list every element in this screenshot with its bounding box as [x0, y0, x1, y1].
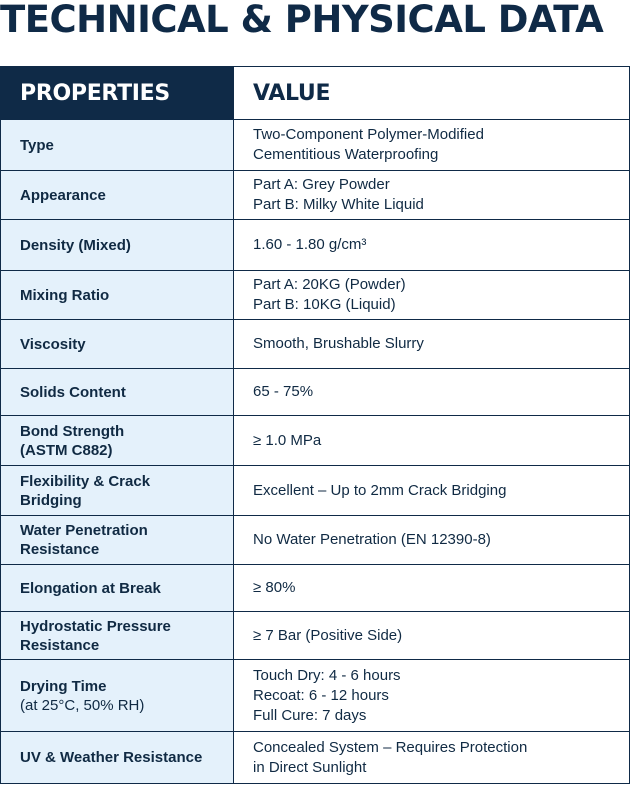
table-row: [1, 171, 630, 220]
row-value: 1.60 - 1.80 g/cm³: [234, 220, 630, 271]
page-title: TECHNICAL & PHYSICAL DATA: [0, 0, 604, 41]
row-property: UV & Weather Resistance: [1, 732, 234, 784]
property-line: Hydrostatic Pressure: [20, 617, 171, 635]
row-property: [1, 660, 234, 732]
value-line: Cementitious Waterproofing: [253, 146, 439, 163]
row-property: [1, 516, 234, 565]
row-value: [234, 516, 630, 565]
value-line: in Direct Sunlight: [253, 758, 367, 776]
value-line: Part B: 10KG (Liquid): [253, 296, 396, 313]
value-line: Touch Dry: 4 - 6 hours: [253, 666, 401, 684]
row-property: Viscosity: [1, 320, 234, 369]
table-row: [1, 369, 630, 416]
row-value: [234, 271, 630, 320]
table-row: [1, 466, 630, 516]
table-row: [1, 612, 630, 660]
row-value: [234, 171, 630, 220]
property-line: Resistance: [20, 541, 100, 558]
value-line: Recoat: 6 - 12 hours: [253, 686, 389, 704]
row-property: [1, 416, 234, 466]
property-line: Bridging: [20, 491, 82, 509]
properties-column-header: PROPERTIES: [1, 67, 234, 120]
value-line: Full Cure: 7 days: [253, 706, 367, 724]
property-line: Resistance: [20, 636, 100, 654]
property-line: Water Penetration: [20, 522, 148, 539]
row-value: Excellent – Up to 2mm Crack Bridging: [234, 466, 630, 516]
row-property: Type: [1, 120, 234, 171]
table-row: [1, 416, 630, 466]
row-property: [1, 612, 234, 660]
value-line: Part A: 20KG (Powder): [253, 276, 406, 293]
value-column-header: VALUE: [234, 67, 630, 120]
property-line: Bond Strength: [20, 422, 125, 440]
table-header-row: [1, 67, 630, 120]
row-property: [1, 466, 234, 516]
row-value: Smooth, Brushable Slurry: [234, 320, 630, 369]
row-value: ≥ 80%: [234, 565, 630, 612]
row-value: [234, 732, 630, 784]
row-value: [234, 120, 630, 171]
value-line: Part A: Grey Powder: [253, 176, 390, 193]
table-row: [1, 565, 630, 612]
row-property: Elongation at Break: [1, 565, 234, 612]
table-row: [1, 120, 630, 171]
property-line: (ASTM C882): [20, 441, 113, 459]
value-line: Concealed System – Requires Protection: [253, 738, 528, 756]
table-row: [1, 660, 630, 732]
technical-data-table: [0, 66, 630, 784]
table-row: [1, 271, 630, 320]
property-line: Flexibility & Crack: [20, 472, 151, 490]
property-line: Drying Time: [20, 677, 107, 695]
row-property: Solids Content: [1, 369, 234, 416]
value-line: Two-Component Polymer-Modified: [253, 126, 484, 143]
property-note: (at 25°C, 50% RH): [20, 696, 145, 714]
table-row: [1, 220, 630, 271]
value-line: Part B: Milky White Liquid: [253, 196, 424, 213]
row-property: Mixing Ratio: [1, 271, 234, 320]
table-row: [1, 320, 630, 369]
row-value: ≥ 7 Bar (Positive Side): [234, 612, 630, 660]
row-property: Appearance: [1, 171, 234, 220]
table-row: [1, 516, 630, 565]
row-value: ≥ 1.0 MPa: [234, 416, 630, 466]
row-property: Density (Mixed): [1, 220, 234, 271]
value-note: (EN 12390-8): [400, 531, 491, 548]
row-value: 65 - 75%: [234, 369, 630, 416]
table-row: [1, 732, 630, 784]
row-value: [234, 660, 630, 732]
value-main: No Water Penetration: [253, 531, 397, 548]
